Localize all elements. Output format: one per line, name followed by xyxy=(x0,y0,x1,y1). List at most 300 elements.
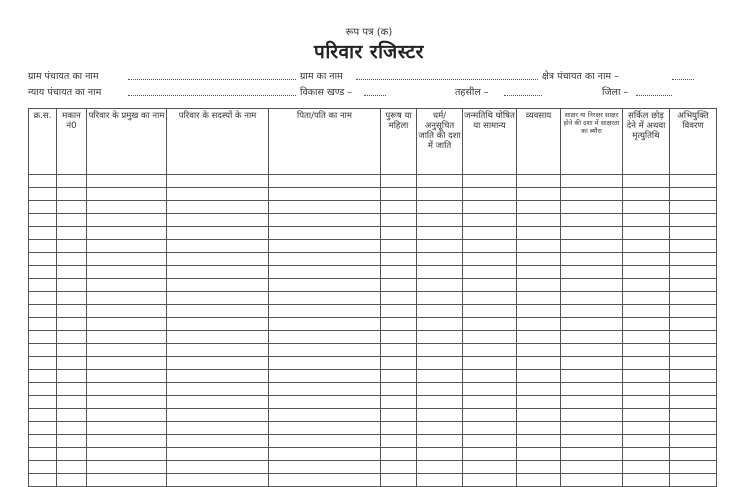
table-cell[interactable] xyxy=(381,253,417,266)
table-cell[interactable] xyxy=(517,409,561,422)
table-cell[interactable] xyxy=(623,266,670,279)
table-cell[interactable] xyxy=(517,383,561,396)
table-cell[interactable] xyxy=(561,383,623,396)
table-cell[interactable] xyxy=(381,305,417,318)
table-cell[interactable] xyxy=(517,227,561,240)
table-cell[interactable] xyxy=(381,201,417,214)
table-cell[interactable] xyxy=(670,266,717,279)
table-cell[interactable] xyxy=(269,435,381,448)
table-cell[interactable] xyxy=(561,201,623,214)
table-cell[interactable] xyxy=(623,188,670,201)
table-cell[interactable] xyxy=(561,370,623,383)
table-cell[interactable] xyxy=(29,435,57,448)
table-cell[interactable] xyxy=(623,214,670,227)
table-cell[interactable] xyxy=(381,331,417,344)
table-cell[interactable] xyxy=(167,331,269,344)
vikas-khand-field[interactable] xyxy=(364,85,386,96)
table-cell[interactable] xyxy=(517,253,561,266)
table-cell[interactable] xyxy=(29,188,57,201)
col-father-husband: पिता/पति का नाम xyxy=(269,109,381,175)
table-cell[interactable] xyxy=(269,357,381,370)
table-cell[interactable] xyxy=(87,435,167,448)
table-cell[interactable] xyxy=(561,461,623,474)
table-cell[interactable] xyxy=(57,318,87,331)
table-cell[interactable] xyxy=(29,175,57,188)
kshetra-panchayat-field[interactable] xyxy=(672,69,694,80)
table-cell[interactable] xyxy=(87,266,167,279)
table-cell[interactable] xyxy=(670,383,717,396)
table-cell[interactable] xyxy=(269,409,381,422)
table-cell[interactable] xyxy=(417,344,463,357)
table-cell[interactable] xyxy=(381,461,417,474)
tehsil-field[interactable] xyxy=(504,85,542,96)
table-cell[interactable] xyxy=(561,279,623,292)
table-cell[interactable] xyxy=(561,448,623,461)
table-cell[interactable] xyxy=(670,448,717,461)
table-cell[interactable] xyxy=(87,292,167,305)
table-cell[interactable] xyxy=(463,370,517,383)
table-cell[interactable] xyxy=(381,396,417,409)
table-cell[interactable] xyxy=(517,201,561,214)
table-cell[interactable] xyxy=(463,318,517,331)
table-cell[interactable] xyxy=(381,240,417,253)
table-cell[interactable] xyxy=(57,292,87,305)
table-cell[interactable] xyxy=(381,214,417,227)
table-cell[interactable] xyxy=(167,318,269,331)
table-cell[interactable] xyxy=(381,370,417,383)
table-cell[interactable] xyxy=(57,214,87,227)
table-cell[interactable] xyxy=(561,318,623,331)
table-cell[interactable] xyxy=(167,474,269,487)
table-cell[interactable] xyxy=(417,188,463,201)
zila-field[interactable] xyxy=(636,85,672,96)
table-cell[interactable] xyxy=(463,227,517,240)
table-cell[interactable] xyxy=(167,448,269,461)
table-cell[interactable] xyxy=(463,344,517,357)
table-cell[interactable] xyxy=(29,396,57,409)
table-cell[interactable] xyxy=(463,188,517,201)
table-cell[interactable] xyxy=(167,240,269,253)
table-cell[interactable] xyxy=(87,448,167,461)
table-cell[interactable] xyxy=(623,279,670,292)
table-cell[interactable] xyxy=(623,201,670,214)
table-cell[interactable] xyxy=(57,253,87,266)
table-cell[interactable] xyxy=(561,266,623,279)
table-cell[interactable] xyxy=(561,292,623,305)
table-cell[interactable] xyxy=(623,357,670,370)
table-cell[interactable] xyxy=(517,435,561,448)
table-cell[interactable] xyxy=(517,292,561,305)
table-cell[interactable] xyxy=(269,240,381,253)
table-cell[interactable] xyxy=(561,227,623,240)
table-cell[interactable] xyxy=(623,435,670,448)
table-cell[interactable] xyxy=(29,422,57,435)
table-cell[interactable] xyxy=(167,201,269,214)
table-cell[interactable] xyxy=(517,175,561,188)
table-cell[interactable] xyxy=(381,357,417,370)
table-cell[interactable] xyxy=(381,474,417,487)
table-cell[interactable] xyxy=(29,240,57,253)
table-cell[interactable] xyxy=(670,292,717,305)
table-cell[interactable] xyxy=(623,344,670,357)
table-cell[interactable] xyxy=(417,292,463,305)
table-cell[interactable] xyxy=(670,461,717,474)
table-cell[interactable] xyxy=(167,253,269,266)
table-cell[interactable] xyxy=(517,266,561,279)
table-cell[interactable] xyxy=(87,422,167,435)
gram-field[interactable] xyxy=(356,69,538,80)
table-cell[interactable] xyxy=(87,331,167,344)
table-cell[interactable] xyxy=(623,305,670,318)
table-cell[interactable] xyxy=(269,318,381,331)
table-cell[interactable] xyxy=(417,318,463,331)
table-cell[interactable] xyxy=(57,188,87,201)
table-cell[interactable] xyxy=(269,474,381,487)
table-cell[interactable] xyxy=(167,188,269,201)
table-cell[interactable] xyxy=(381,409,417,422)
table-cell[interactable] xyxy=(87,240,167,253)
table-cell[interactable] xyxy=(463,175,517,188)
table-cell[interactable] xyxy=(623,422,670,435)
table-cell[interactable] xyxy=(57,344,87,357)
table-cell[interactable] xyxy=(463,279,517,292)
table-cell[interactable] xyxy=(417,357,463,370)
table-cell[interactable] xyxy=(670,305,717,318)
table-cell[interactable] xyxy=(269,305,381,318)
table-cell[interactable] xyxy=(29,409,57,422)
table-cell[interactable] xyxy=(57,448,87,461)
table-cell[interactable] xyxy=(670,201,717,214)
table-cell[interactable] xyxy=(87,461,167,474)
table-cell[interactable] xyxy=(561,435,623,448)
table-cell[interactable] xyxy=(87,409,167,422)
table-cell[interactable] xyxy=(517,240,561,253)
table-cell[interactable] xyxy=(381,266,417,279)
table-cell[interactable] xyxy=(167,227,269,240)
table-cell[interactable] xyxy=(87,253,167,266)
table-cell[interactable] xyxy=(561,409,623,422)
table-cell[interactable] xyxy=(167,370,269,383)
table-cell[interactable] xyxy=(670,331,717,344)
table-cell[interactable] xyxy=(57,435,87,448)
table-cell[interactable] xyxy=(670,344,717,357)
table-cell[interactable] xyxy=(463,292,517,305)
table-cell[interactable] xyxy=(670,474,717,487)
table-cell[interactable] xyxy=(87,318,167,331)
table-cell[interactable] xyxy=(87,279,167,292)
table-cell[interactable] xyxy=(57,331,87,344)
table-cell[interactable] xyxy=(269,279,381,292)
table-row xyxy=(29,422,717,435)
table-cell[interactable] xyxy=(29,201,57,214)
table-cell[interactable] xyxy=(167,214,269,227)
table-cell[interactable] xyxy=(463,461,517,474)
table-cell[interactable] xyxy=(269,422,381,435)
table-cell[interactable] xyxy=(463,201,517,214)
table-cell[interactable] xyxy=(417,175,463,188)
table-cell[interactable] xyxy=(517,344,561,357)
table-cell[interactable] xyxy=(381,318,417,331)
table-cell[interactable] xyxy=(517,188,561,201)
table-cell[interactable] xyxy=(670,422,717,435)
table-cell[interactable] xyxy=(417,331,463,344)
table-cell[interactable] xyxy=(517,461,561,474)
table-cell[interactable] xyxy=(623,383,670,396)
table-cell[interactable] xyxy=(561,175,623,188)
nyay-panchayat-field[interactable] xyxy=(128,85,296,96)
table-cell[interactable] xyxy=(463,435,517,448)
table-cell[interactable] xyxy=(381,448,417,461)
table-cell[interactable] xyxy=(269,227,381,240)
table-cell[interactable] xyxy=(417,383,463,396)
table-cell[interactable] xyxy=(269,201,381,214)
table-cell[interactable] xyxy=(670,370,717,383)
table-cell[interactable] xyxy=(57,240,87,253)
table-cell[interactable] xyxy=(29,253,57,266)
table-cell[interactable] xyxy=(517,331,561,344)
table-cell[interactable] xyxy=(29,383,57,396)
table-cell[interactable] xyxy=(381,175,417,188)
table-cell[interactable] xyxy=(417,214,463,227)
table-cell[interactable] xyxy=(87,344,167,357)
table-row xyxy=(29,474,717,487)
table-cell[interactable] xyxy=(561,214,623,227)
table-cell[interactable] xyxy=(561,396,623,409)
table-cell[interactable] xyxy=(670,214,717,227)
table-cell[interactable] xyxy=(623,331,670,344)
table-row xyxy=(29,357,717,370)
table-cell[interactable] xyxy=(417,474,463,487)
table-cell[interactable] xyxy=(417,409,463,422)
table-cell[interactable] xyxy=(417,461,463,474)
table-cell[interactable] xyxy=(167,396,269,409)
table-cell[interactable] xyxy=(623,461,670,474)
table-cell[interactable] xyxy=(269,214,381,227)
table-cell[interactable] xyxy=(29,214,57,227)
table-cell[interactable] xyxy=(269,344,381,357)
table-cell[interactable] xyxy=(57,370,87,383)
table-cell[interactable] xyxy=(87,201,167,214)
table-cell[interactable] xyxy=(670,396,717,409)
table-cell[interactable] xyxy=(87,370,167,383)
table-cell[interactable] xyxy=(517,370,561,383)
table-cell[interactable] xyxy=(463,409,517,422)
table-cell[interactable] xyxy=(417,240,463,253)
table-cell[interactable] xyxy=(269,383,381,396)
table-cell[interactable] xyxy=(623,409,670,422)
table-cell[interactable] xyxy=(57,305,87,318)
table-cell[interactable] xyxy=(167,305,269,318)
table-cell[interactable] xyxy=(463,240,517,253)
table-cell[interactable] xyxy=(167,266,269,279)
table-cell[interactable] xyxy=(29,344,57,357)
table-cell[interactable] xyxy=(517,279,561,292)
table-cell[interactable] xyxy=(167,357,269,370)
table-cell[interactable] xyxy=(29,318,57,331)
table-cell[interactable] xyxy=(417,201,463,214)
table-cell[interactable] xyxy=(57,227,87,240)
table-cell[interactable] xyxy=(670,409,717,422)
table-cell[interactable] xyxy=(57,279,87,292)
gram-panchayat-field[interactable] xyxy=(128,69,296,80)
table-cell[interactable] xyxy=(463,448,517,461)
table-cell[interactable] xyxy=(269,461,381,474)
table-cell[interactable] xyxy=(381,188,417,201)
table-cell[interactable] xyxy=(57,266,87,279)
table-cell[interactable] xyxy=(57,474,87,487)
table-cell[interactable] xyxy=(561,344,623,357)
table-cell[interactable] xyxy=(57,422,87,435)
table-cell[interactable] xyxy=(417,266,463,279)
table-cell[interactable] xyxy=(463,474,517,487)
table-cell[interactable] xyxy=(417,422,463,435)
table-cell[interactable] xyxy=(417,305,463,318)
table-cell[interactable] xyxy=(417,227,463,240)
table-cell[interactable] xyxy=(29,474,57,487)
table-cell[interactable] xyxy=(670,188,717,201)
table-cell[interactable] xyxy=(463,214,517,227)
table-cell[interactable] xyxy=(269,253,381,266)
table-cell[interactable] xyxy=(517,318,561,331)
table-cell[interactable] xyxy=(87,175,167,188)
table-cell[interactable] xyxy=(269,292,381,305)
table-cell[interactable] xyxy=(463,266,517,279)
table-cell[interactable] xyxy=(623,474,670,487)
table-cell[interactable] xyxy=(417,396,463,409)
col-members-name: परिवार के सदस्यों के नाम xyxy=(167,109,269,175)
table-cell[interactable] xyxy=(57,461,87,474)
table-cell[interactable] xyxy=(381,435,417,448)
table-cell[interactable] xyxy=(463,253,517,266)
table-cell[interactable] xyxy=(561,240,623,253)
table-cell[interactable] xyxy=(57,396,87,409)
table-cell[interactable] xyxy=(670,253,717,266)
table-cell[interactable] xyxy=(517,396,561,409)
table-cell[interactable] xyxy=(561,331,623,344)
table-cell[interactable] xyxy=(269,331,381,344)
table-cell[interactable] xyxy=(167,344,269,357)
table-cell[interactable] xyxy=(381,227,417,240)
table-cell[interactable] xyxy=(29,461,57,474)
table-cell[interactable] xyxy=(670,318,717,331)
table-cell[interactable] xyxy=(29,279,57,292)
table-cell[interactable] xyxy=(87,383,167,396)
table-cell[interactable] xyxy=(29,370,57,383)
table-cell[interactable] xyxy=(381,344,417,357)
table-cell[interactable] xyxy=(623,448,670,461)
table-cell[interactable] xyxy=(87,227,167,240)
table-cell[interactable] xyxy=(29,227,57,240)
table-cell[interactable] xyxy=(670,435,717,448)
table-cell[interactable] xyxy=(29,266,57,279)
table-cell[interactable] xyxy=(517,305,561,318)
table-cell[interactable] xyxy=(517,357,561,370)
table-cell[interactable] xyxy=(463,396,517,409)
table-cell[interactable] xyxy=(167,435,269,448)
table-cell[interactable] xyxy=(167,292,269,305)
table-cell[interactable] xyxy=(381,383,417,396)
table-cell[interactable] xyxy=(623,370,670,383)
table-cell[interactable] xyxy=(269,188,381,201)
table-cell[interactable] xyxy=(623,292,670,305)
table-cell[interactable] xyxy=(463,305,517,318)
table-cell[interactable] xyxy=(167,175,269,188)
table-cell[interactable] xyxy=(670,175,717,188)
table-cell[interactable] xyxy=(29,331,57,344)
table-cell[interactable] xyxy=(167,383,269,396)
table-cell[interactable] xyxy=(417,253,463,266)
table-cell[interactable] xyxy=(417,448,463,461)
table-cell[interactable] xyxy=(417,370,463,383)
table-cell[interactable] xyxy=(87,357,167,370)
table-cell[interactable] xyxy=(670,227,717,240)
table-cell[interactable] xyxy=(381,279,417,292)
table-cell[interactable] xyxy=(29,305,57,318)
table-cell[interactable] xyxy=(517,422,561,435)
table-cell[interactable] xyxy=(57,201,87,214)
table-cell[interactable] xyxy=(57,383,87,396)
table-cell[interactable] xyxy=(670,357,717,370)
table-cell[interactable] xyxy=(29,448,57,461)
table-cell[interactable] xyxy=(57,357,87,370)
table-cell[interactable] xyxy=(417,435,463,448)
table-cell[interactable] xyxy=(561,305,623,318)
table-cell[interactable] xyxy=(57,175,87,188)
table-cell[interactable] xyxy=(269,266,381,279)
table-cell[interactable] xyxy=(87,214,167,227)
table-cell[interactable] xyxy=(269,396,381,409)
table-cell[interactable] xyxy=(561,474,623,487)
table-cell[interactable] xyxy=(87,474,167,487)
table-cell[interactable] xyxy=(29,292,57,305)
table-cell[interactable] xyxy=(167,422,269,435)
table-cell[interactable] xyxy=(87,188,167,201)
table-cell[interactable] xyxy=(57,409,87,422)
table-cell[interactable] xyxy=(517,214,561,227)
table-cell[interactable] xyxy=(381,292,417,305)
table-cell[interactable] xyxy=(167,409,269,422)
table-cell[interactable] xyxy=(517,448,561,461)
table-cell[interactable] xyxy=(623,253,670,266)
table-cell[interactable] xyxy=(517,474,561,487)
table-cell[interactable] xyxy=(269,370,381,383)
table-cell[interactable] xyxy=(29,357,57,370)
table-cell[interactable] xyxy=(623,240,670,253)
table-cell[interactable] xyxy=(670,240,717,253)
table-cell[interactable] xyxy=(381,422,417,435)
table-cell[interactable] xyxy=(269,448,381,461)
table-cell[interactable] xyxy=(561,357,623,370)
table-cell[interactable] xyxy=(463,422,517,435)
table-cell[interactable] xyxy=(623,227,670,240)
table-cell[interactable] xyxy=(167,279,269,292)
table-cell[interactable] xyxy=(670,279,717,292)
table-cell[interactable] xyxy=(623,396,670,409)
table-cell[interactable] xyxy=(561,422,623,435)
table-cell[interactable] xyxy=(561,253,623,266)
table-cell[interactable] xyxy=(623,175,670,188)
table-cell[interactable] xyxy=(463,357,517,370)
table-cell[interactable] xyxy=(167,461,269,474)
table-cell[interactable] xyxy=(269,175,381,188)
table-cell[interactable] xyxy=(417,279,463,292)
table-cell[interactable] xyxy=(87,305,167,318)
table-cell[interactable] xyxy=(87,396,167,409)
table-cell[interactable] xyxy=(561,188,623,201)
table-cell[interactable] xyxy=(463,383,517,396)
table-cell[interactable] xyxy=(623,318,670,331)
table-cell[interactable] xyxy=(463,331,517,344)
